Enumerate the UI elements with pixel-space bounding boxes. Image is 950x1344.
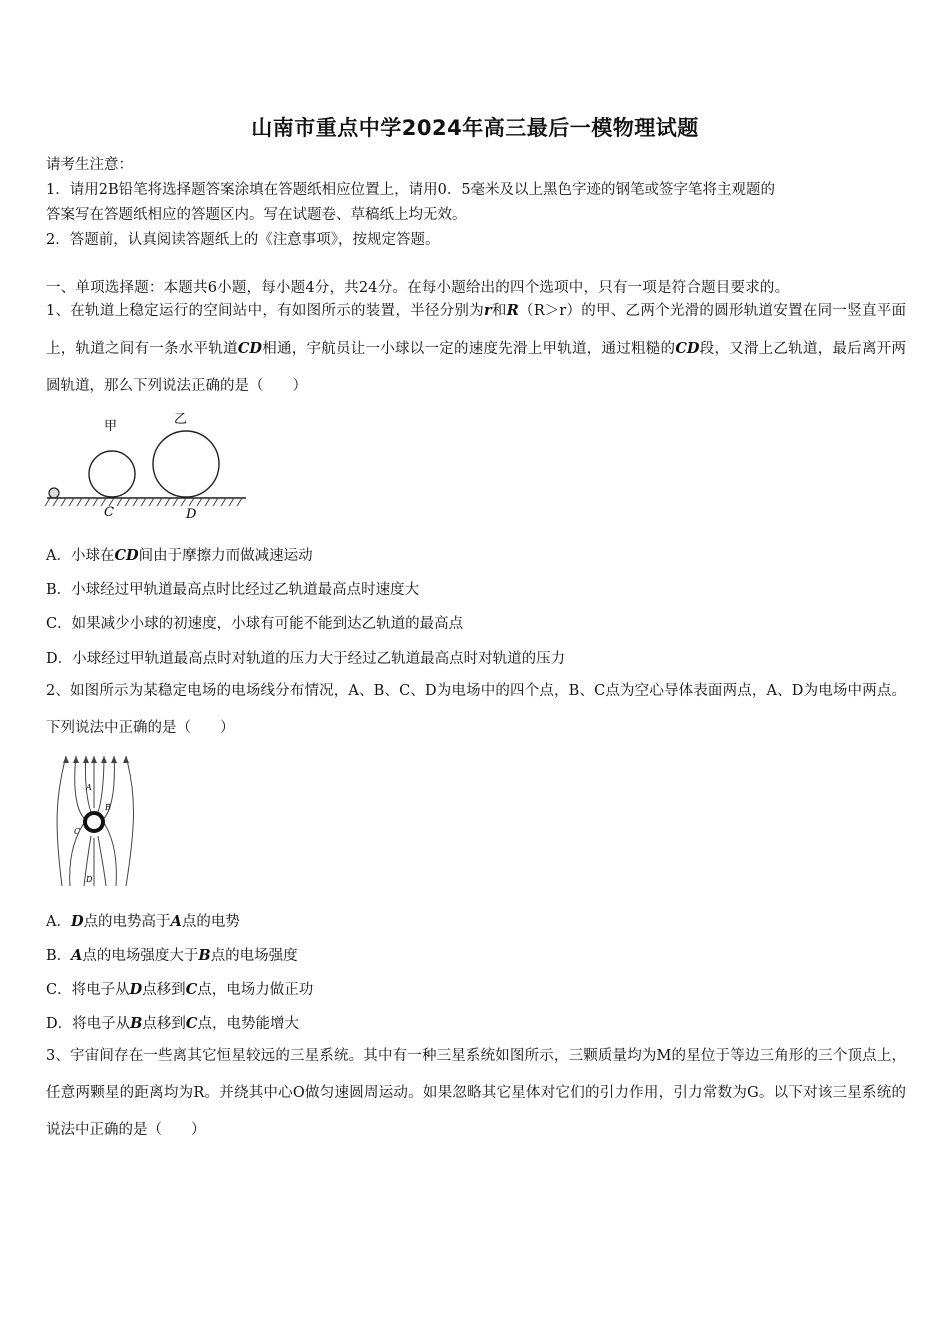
q2-option-b	[46, 944, 298, 965]
notice-item-1: 1．请用2B铅笔将选择题答案涂填在答题纸相应位置上，请用0．5毫米及以上黑色字迹的钢笔或签字笔将主观题的	[46, 182, 776, 198]
hollow-conductor	[85, 813, 103, 831]
q1-label-c: C	[104, 505, 114, 520]
notice-item-2: 2．答题前，认真阅读答题纸上的《注意事项》，按规定答题。	[46, 232, 440, 248]
q1-var-cd: CD	[237, 340, 262, 357]
q1-text-c: 的甲、乙两个光滑的圆形轨道安置在同一竖直平面上，轨道之间有一条水平轨道	[46, 303, 907, 357]
q1-option-a	[46, 544, 313, 565]
track-circle-yi	[153, 431, 219, 497]
q2-option-a	[46, 910, 240, 931]
question-1	[46, 292, 906, 405]
q1-option-c: C．如果减少小球的初速度，小球有可能不能到达乙轨道的最高点	[46, 616, 464, 632]
q2-label-b: B	[105, 803, 111, 812]
q2-option-c-post: 点，电场力做正功	[197, 982, 314, 998]
q2-label-d: D	[86, 875, 93, 884]
q2-option-d-v1: B	[130, 1015, 143, 1032]
q2-option-b-post: 点的电场强度	[210, 948, 298, 964]
field-arrows	[63, 756, 129, 763]
q2-option-c	[46, 978, 313, 999]
q2-field-figure	[46, 754, 142, 890]
q2-option-d-v2: C	[185, 1015, 198, 1032]
q2-option-a-post: 点的电势	[181, 914, 240, 930]
q2-option-b-mid: 点的电场强度大于	[82, 948, 199, 964]
section-heading: 一、单项选择题：本题共6小题，每小题4分，共24分。在每小题给出的四个选项中，只有一项是符合题目要求的。	[46, 280, 790, 296]
ground-hatch	[45, 498, 242, 506]
q2-option-b-pre: B．	[46, 948, 72, 964]
question-2: 2、如图所示为某稳定电场的电场线分布情况，A、B、C、D为电场中的四个点，B、C点为空心导体表面两点，A、D为电场中两点。下列说法中正确的是（ ）	[46, 683, 906, 736]
q2-label-a: A	[86, 783, 92, 792]
notice-heading: 请考生注意：	[46, 157, 133, 173]
q1-option-a-pre: A．小球在	[46, 548, 115, 564]
q2-option-d	[46, 1012, 299, 1033]
q1-option-d: D．小球经过甲轨道最高点时对轨道的压力大于经过乙轨道最高点时对轨道的压力	[46, 651, 566, 667]
q1-var-r: r	[484, 302, 492, 319]
q2-option-c-v1: D	[129, 981, 143, 998]
q2-label-c: C	[74, 827, 81, 836]
q2-option-a-v1: D	[70, 913, 84, 930]
q2-option-c-mid: 点移到	[142, 982, 186, 998]
question-3: 3、宇宙间存在一些离其它恒星较远的三星系统。其中有一种三星系统如图所示，三颗质量均为M的星位于等边三角形的三个顶点上，任意两颗星的距离均为R。并绕其中心O做匀速圆周运动。如果忽略其它星体对它们的引力作用，引力常数为G。以下对该三星系统的说法中正确的是（ ）	[46, 1048, 906, 1138]
q1-text-b: 和	[491, 303, 507, 319]
q1-paren: （R＞r）	[518, 303, 582, 319]
small-ball	[49, 488, 59, 498]
q2-option-d-mid: 点移到	[142, 1016, 186, 1032]
q1-label-d: D	[186, 507, 197, 522]
track-circle-jia	[89, 451, 135, 497]
q2-option-c-pre: C．将电子从	[46, 982, 130, 998]
q1-text-a: 1、在轨道上稳定运行的空间站中，有如图所示的装置，半径分别为	[46, 303, 484, 319]
page-title: 山南市重点中学2024年高三最后一模物理试题	[251, 116, 699, 140]
q1-var-R: R	[506, 302, 519, 319]
q1-label-yi: 乙	[174, 412, 188, 427]
q2-option-a-v2: A	[170, 913, 182, 930]
q2-option-b-v2: B	[198, 947, 211, 964]
q1-var-cd-2: CD	[675, 340, 700, 357]
q2-option-b-v1: A	[71, 947, 83, 964]
q1-text-e: 段，又滑上乙轨道，最后离开两圆轨道，那么下列说法正确的是（ ）	[46, 341, 907, 394]
q2-option-c-v2: C	[185, 981, 198, 998]
notice-item-1-cont: 答案写在答题纸相应的答题区内。写在试题卷、草稿纸上均无效。	[46, 207, 467, 223]
q1-option-a-post: 间由于摩擦力而做减速运动	[138, 548, 313, 564]
q2-option-a-pre: A．	[46, 914, 71, 930]
q1-option-b: B．小球经过甲轨道最高点时比经过乙轨道最高点时速度大	[46, 582, 420, 598]
q1-track-figure	[44, 402, 254, 524]
q1-option-a-var: CD	[114, 547, 139, 564]
q2-option-d-post: 点，电势能增大	[197, 1016, 299, 1032]
q2-option-d-pre: D．将电子从	[46, 1016, 131, 1032]
q1-text-d: 相通，宇航员让一小球以一定的速度先滑上甲轨道，通过粗糙的	[261, 341, 676, 357]
q2-option-a-mid: 点的电势高于	[83, 914, 171, 930]
q1-label-jia: 甲	[104, 419, 118, 434]
